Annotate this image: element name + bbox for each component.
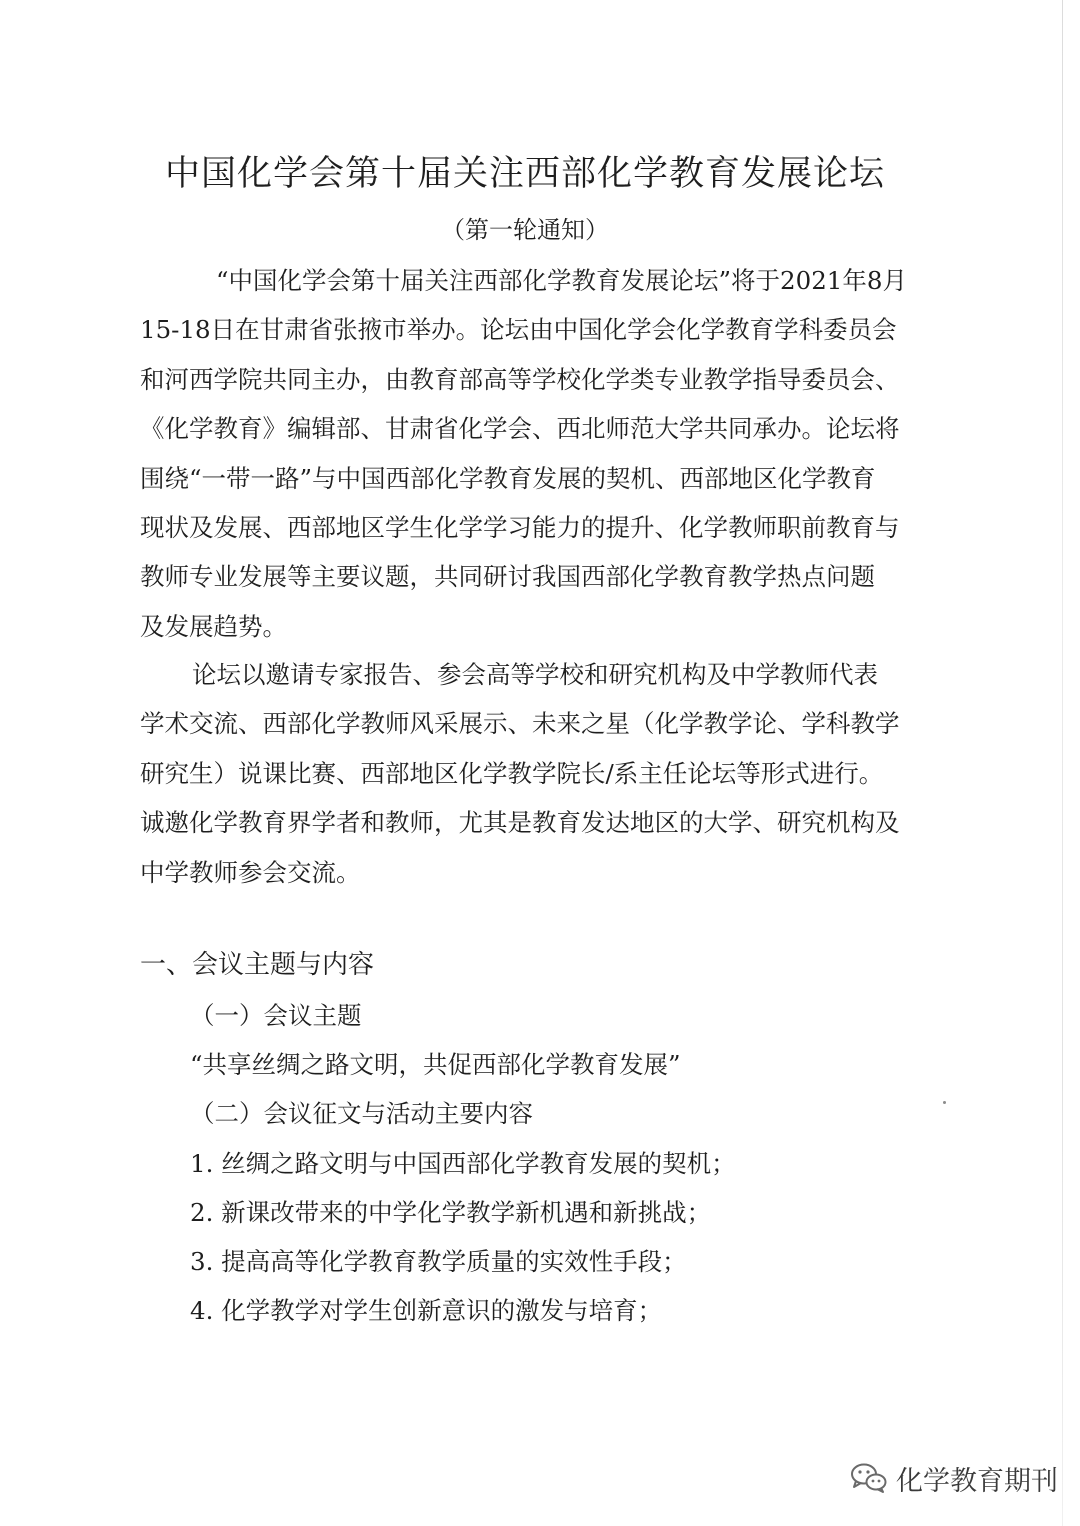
watermark (850, 1456, 1058, 1500)
scan-speck (943, 1101, 946, 1104)
section-heading: 一、会议主题与内容 (140, 950, 375, 980)
intro-line: 及发展趋势。 (140, 611, 287, 641)
intro-line: 教师专业发展等主要议题，共同研讨我国西部化学教育教学热点问题 (140, 562, 875, 592)
format-line: 学术交流、西部化学教师风采展示、未来之星（化学教学论、学科教学 (140, 709, 900, 739)
theme-heading: （一）会议主题 (190, 1001, 362, 1030)
intro-line: 围绕“一带一路”与中国西部化学教育发展的契机、西部地区化学教育 (140, 463, 876, 493)
intro-line: “中国化学会第十届关注西部化学教育发展论坛”将于2021年8月 (216, 266, 907, 295)
intro-line: 15-18日在甘肃省张掖市举办。论坛由中国化学会化学教育学科委员会 (140, 315, 897, 345)
format-line: 研究生）说课比赛、西部地区化学教学院长/系主任论坛等形式进行。 (140, 758, 884, 788)
watermark-text: 化学教育期刊 (896, 1465, 1058, 1497)
content-list-item: 3. 提高高等化学教育教学质量的实效性手段； (190, 1247, 687, 1276)
document-subtitle: （第一轮通知） (441, 216, 609, 244)
theme-text: “共享丝绸之路文明，共促西部化学教育发展” (190, 1050, 681, 1079)
format-line: 诚邀化学教育界学者和教师，尤其是教育发达地区的大学、研究机构及 (140, 808, 900, 838)
document-title: 中国化学会第十届关注西部化学教育发展论坛 (164, 154, 885, 194)
intro-line: 现状及发展、西部地区学生化学学习能力的提升、化学教师职前教育与 (140, 512, 900, 542)
format-paragraph (140, 650, 900, 897)
format-line: 中学教师参会交流。 (140, 857, 361, 887)
wechat-icon (850, 1462, 888, 1494)
intro-line: 《化学教育》编辑部、甘肃省化学会、西北师范大学共同承办。论坛将 (140, 414, 900, 444)
content-list-item: 1. 丝绸之路文明与中国西部化学教育发展的契机； (190, 1149, 736, 1178)
content-heading: （二）会议征文与活动主要内容 (190, 1099, 533, 1128)
intro-line: 和河西学院共同主办，由教育部高等学校化学类专业教学指导委员会、 (140, 364, 900, 394)
intro-paragraph (140, 256, 907, 651)
content-list-item: 2. 新课改带来的中学化学教学新机遇和新挑战； (190, 1198, 712, 1227)
content-list-item: 4. 化学教学对学生创新意识的激发与培育； (190, 1296, 663, 1325)
page-edge-line (1062, 0, 1063, 1526)
format-line: 论坛以邀请专家报告、参会高等学校和研究机构及中学教师代表 (192, 660, 878, 689)
